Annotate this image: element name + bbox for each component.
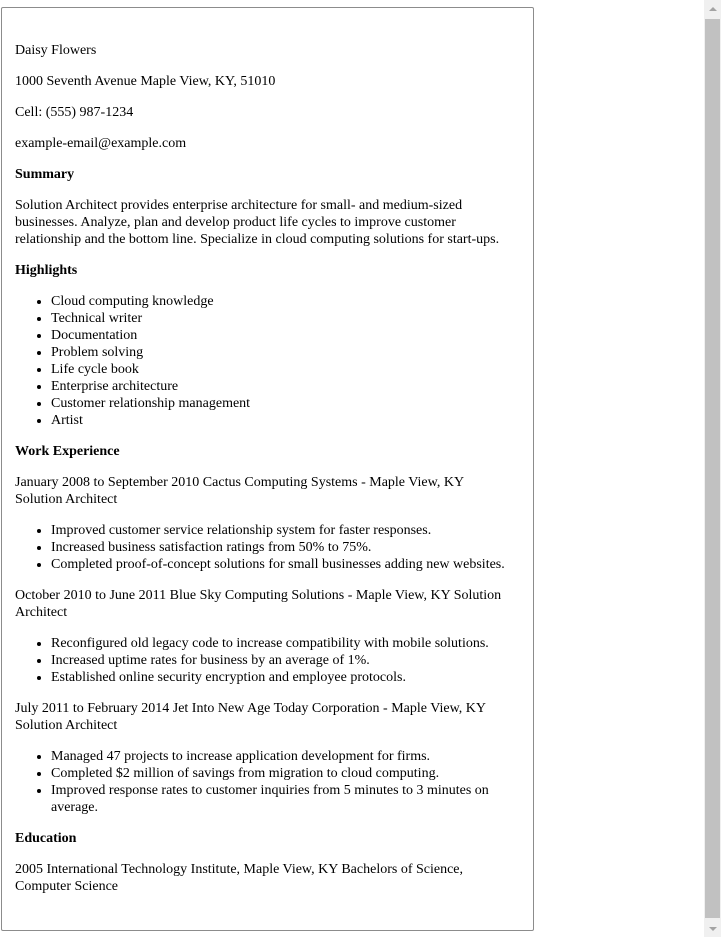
job-bullet: • Reconfigured old legacy code to increase compatibility with mobile solutions. [51,635,521,652]
job-bullet: • Completed $2 million of savings from migration to cloud computing. [51,765,521,782]
chevron-down-icon [709,927,717,931]
chevron-up-icon [709,7,717,11]
job-bullets [15,635,521,686]
highlight-item: • Enterprise architecture [51,378,521,395]
job-bullet: • Completed proof-of-concept solutions for small businesses adding new websites. [51,556,521,573]
job-header: October 2010 to June 2011 Blue Sky Computing Solutions - Maple View, KY Solution Architect [15,588,502,620]
job-header: January 2008 to September 2010 Cactus Computing Systems - Maple View, KY [15,475,465,490]
resume-document [1,7,534,931]
job-title: Solution Architect [15,492,118,507]
resume-content [15,42,521,909]
candidate-email: example-email@example.com [15,136,187,151]
job-header: July 2011 to February 2014 Jet Into New Age Today Corporation - Maple View, KY [15,701,486,716]
summary-text: Solution Architect provides enterprise architecture for small- and medium-sized businesses. Analyze, plan and develop product life cycles to improve customer relationship and the bottom line. Specialize in cloud computing solutions for start-ups. [15,198,500,247]
candidate-phone: Cell: (555) 987-1234 [15,105,134,120]
education-text: 2005 International Technology Institute, Maple View, KY Bachelors of Science, Computer Science [15,862,464,894]
highlight-item: • Problem solving [51,344,521,361]
highlight-item: • Documentation [51,327,521,344]
education-heading: Education [15,831,77,846]
candidate-address: 1000 Seventh Avenue Maple View, KY, 51010 [15,74,276,89]
job-bullets [15,522,521,573]
highlight-item: • Customer relationship management [51,395,521,412]
candidate-name: Daisy Flowers [15,43,97,58]
highlight-item: • Technical writer [51,310,521,327]
highlight-item: • Artist [51,412,521,429]
job-bullet: • Increased business satisfaction ratings from 50% to 75%. [51,539,521,556]
job-bullet: • Managed 47 projects to increase application development for firms. [51,748,521,765]
highlight-item: • Cloud computing knowledge [51,293,521,310]
job-bullets [15,748,521,816]
job-entry [15,700,521,734]
highlight-item: • Life cycle book [51,361,521,378]
summary-heading: Summary [15,167,75,182]
job-bullet: • Improved response rates to customer inquiries from 5 minutes to 3 minutes on average. [51,782,521,816]
job-entry [15,474,521,508]
highlights-heading: Highlights [15,263,78,278]
job-bullet: • Increased uptime rates for business by an average of 1%. [51,652,521,669]
job-entry [15,587,521,621]
scroll-up-button[interactable] [704,0,721,17]
job-title: Solution Architect [15,718,118,733]
scrollbar-thumb[interactable] [705,19,720,918]
highlights-list [15,293,521,429]
scroll-down-button[interactable] [704,920,721,937]
work-experience-heading: Work Experience [15,444,120,459]
job-bullet: • Improved customer service relationship system for faster responses. [51,522,521,539]
job-bullet: • Established online security encryption and employee protocols. [51,669,521,686]
vertical-scrollbar[interactable] [704,0,721,937]
